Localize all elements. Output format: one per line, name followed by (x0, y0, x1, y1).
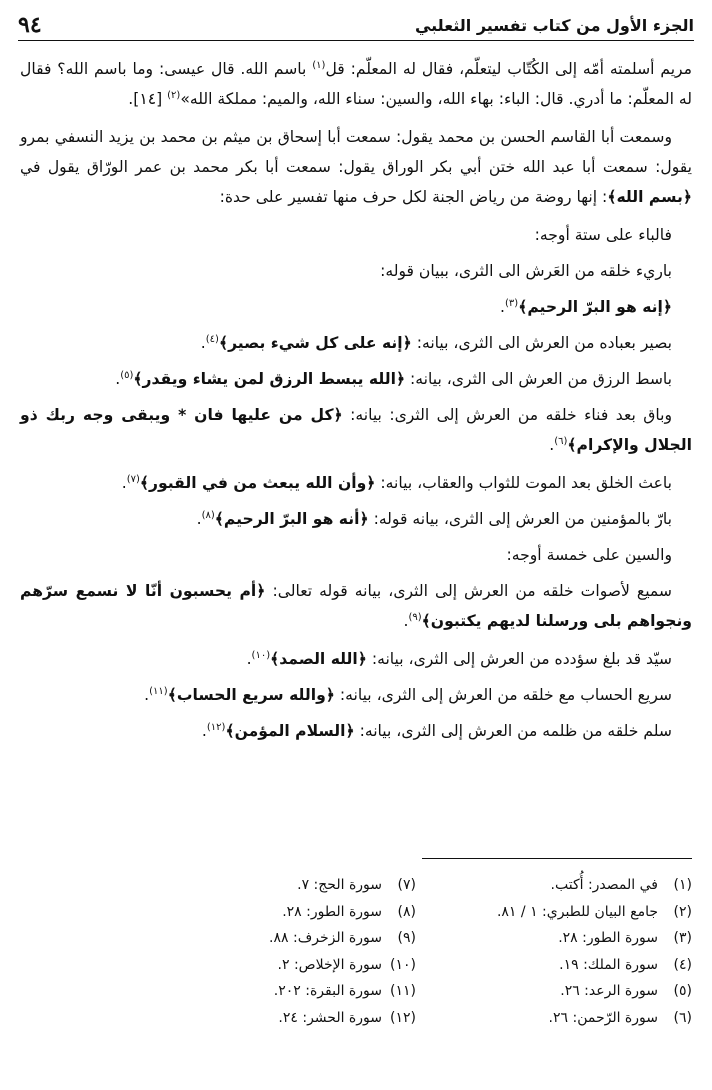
text-segment: باسم الله. قال عيسى: وما باسم الله؟ فقال له المعلّم: ما أدري. قال: الباء: بهاء الله، والسين: سناء الله، والميم: مملكة الله» (20, 60, 692, 108)
footnote-text: جامع البيان للطبري: ١ / ٨١. (496, 903, 658, 920)
footnote (170, 872, 416, 899)
footnote-number: (٧) (397, 877, 416, 894)
footnote (446, 872, 692, 899)
footnote-text: سورة الطور: ٢٨. (558, 930, 658, 947)
quran-quote: ﴿السلام المؤمن﴾ (225, 722, 355, 740)
page-number: ٩٤ (18, 12, 42, 38)
quran-quote: ﴿أم يحسبون أنّا لا نسمع سرّهم ونجواهم بلى ورسلنا لديهم يكتبون﴾ (20, 582, 692, 630)
text-segment: . (201, 722, 207, 740)
paragraph (20, 644, 692, 674)
quran-quote: ﴿إنه على كل شيء بصير﴾ (218, 334, 412, 352)
quran-quote: ﴿الله الصمد﴾ (270, 650, 367, 668)
footnote-number: (٢) (673, 903, 692, 920)
footnote-ref: (٩) (408, 611, 422, 623)
footnote (170, 925, 416, 952)
footnote (170, 952, 416, 979)
footnote (446, 925, 692, 952)
text-segment: مريم أسلمته أمّه إلى الكُتّاب ليتعلّم، فقال له المعلّم: قل (325, 60, 693, 78)
text-segment: سلم خلقه من ظلمه من العرش إلى الثرى، بيانه: (354, 722, 672, 740)
text-segment: . (403, 612, 409, 630)
paragraph (20, 468, 692, 498)
footnotes (170, 872, 692, 1052)
text-segment: وسمعت أبا القاسم الحسن بن محمد يقول: سمعت أبا إسحاق بن ميثم بن محمد بن يزيد النسفي بمرو يقول: سمعت أبا عبد الله ختن أبي بكر الوراق يقول: سمعت أبا بكر محمد بن عمر الورّاق يقول في (20, 128, 692, 176)
footnote-number: (٦) (673, 1009, 692, 1026)
footnote-ref: (١) (312, 59, 326, 71)
footnote-text: سورة الزخرف: ٨٨. (269, 930, 382, 947)
paragraph (20, 220, 692, 250)
paragraph (20, 256, 692, 286)
footnote-ref: (٤) (205, 333, 219, 345)
text-segment: . (196, 510, 202, 528)
paragraph (20, 504, 692, 534)
footnote (446, 899, 692, 926)
paragraph (20, 680, 692, 710)
footnote-ref: (٣) (505, 297, 519, 309)
quran-quote: ﴿والله سريع الحساب﴾ (167, 686, 335, 704)
footnote-ref: (١١) (149, 685, 168, 697)
footnote-ref: (٨) (201, 509, 215, 521)
footnote-ref: (٢) (167, 89, 181, 101)
text-segment: بارّ بالمؤمنين من العرش إلى الثرى، بيانه قوله: (368, 510, 672, 528)
footnote-number: (٥) (673, 983, 692, 1000)
footnote-number: (٤) (673, 956, 692, 973)
footnote-number: (٣) (673, 930, 692, 947)
paragraph (20, 540, 692, 570)
footnote (446, 978, 692, 1005)
text-segment: بصير بعباده من العرش الى الثرى، بيانه: (411, 334, 672, 352)
paragraph (20, 328, 692, 358)
footnote-ref: (٧) (126, 473, 140, 485)
text-segment: فالباء على ستة أوجه: (534, 226, 672, 244)
text-segment: باسط الرزق من العرش الى الثرى، بيانه: (405, 370, 672, 388)
paragraph (20, 576, 692, 636)
footnote-number: (١٠) (390, 956, 416, 973)
paragraph (20, 54, 692, 114)
quran-quote: ﴿كل من عليها فان * ويبقى وجه ربك ذو الجلال والإكرام﴾ (20, 406, 692, 454)
text-segment: : إنها روضة من رياض الجنة لكل حرف منها تفسير على حدة: (219, 188, 608, 206)
text-segment: [١٤]. (128, 90, 168, 108)
footnote-text: في المصدر: أُكتب. (550, 877, 658, 894)
footnote (170, 899, 416, 926)
paragraph (20, 122, 692, 212)
footnote-number: (٩) (397, 930, 416, 947)
text-segment: سريع الحساب مع خلقه من العرش إلى الثرى، بيانه: (334, 686, 672, 704)
page-header (18, 10, 694, 41)
text-segment: . (121, 474, 127, 492)
footnote-separator (422, 858, 692, 859)
footnote-text: سورة الملك: ١٩. (559, 956, 658, 973)
text-segment: سيّد قد بلغ سؤدده من العرش إلى الثرى، بيانه: (366, 650, 672, 668)
footnote-text: سورة البقرة: ٢٠٢. (273, 983, 382, 1000)
text-segment: . (200, 334, 206, 352)
footnote-ref: (١٠) (251, 649, 271, 661)
text-segment: باريء خلقه من العَرش الى الثرى، ببيان قوله: (380, 262, 672, 280)
paragraph (20, 716, 692, 746)
footnote-number: (١٢) (390, 1009, 416, 1026)
quran-quote: ﴿إنه هو البرّ الرحيم﴾ (518, 298, 672, 316)
footnote (446, 1005, 692, 1032)
text-segment: سميع لأصوات خلقه من العرش إلى الثرى، بيانه قوله تعالى: (265, 582, 672, 600)
quran-quote: ﴿الله يبسط الرزق لمن يشاء ويقدر﴾ (133, 370, 406, 388)
text-segment: . (115, 370, 121, 388)
quran-quote: ﴿بسم الله﴾ (607, 188, 692, 206)
paragraph (20, 400, 692, 460)
main-text (20, 54, 692, 752)
text-segment: باعث الخلق بعد الموت للثواب والعقاب، بيانه: (375, 474, 672, 492)
footnote (446, 952, 692, 979)
footnote-text: سورة الرعد: ٢٦. (560, 983, 658, 1000)
text-segment: . (549, 436, 555, 454)
quran-quote: ﴿وأن الله يبعث من في القبور﴾ (139, 474, 376, 492)
text-segment: وباق بعد فناء خلقه من العرش إلى الثرى: بيانه: (342, 406, 673, 424)
text-segment: . (246, 650, 252, 668)
footnote-text: سورة الطور: ٢٨. (282, 903, 382, 920)
footnote-number: (١) (673, 877, 692, 894)
footnote-text: سورة الحشر: ٢٤. (278, 1009, 382, 1026)
footnote-text: سورة الرّحمن: ٢٦. (548, 1009, 658, 1026)
text-segment: . (500, 298, 505, 316)
footnote-text: سورة الحج: ٧. (297, 877, 382, 894)
quran-quote: ﴿أنه هو البرّ الرحيم﴾ (214, 510, 369, 528)
paragraph (20, 364, 692, 394)
footnote-ref: (٥) (120, 369, 134, 381)
text-segment: والسين على خمسة أوجه: (506, 546, 672, 564)
footnote (170, 1005, 416, 1032)
footnote-number: (٨) (397, 903, 416, 920)
footnote-ref: (٦) (554, 435, 568, 447)
footnote (170, 978, 416, 1005)
footnote-number: (١١) (390, 983, 416, 1000)
paragraph (20, 292, 692, 322)
text-segment: . (144, 686, 150, 704)
running-title: الجزء الأول من كتاب تفسير الثعلبي (414, 15, 694, 35)
footnote-ref: (١٢) (206, 721, 226, 733)
footnote-text: سورة الإخلاص: ٢. (277, 956, 382, 973)
